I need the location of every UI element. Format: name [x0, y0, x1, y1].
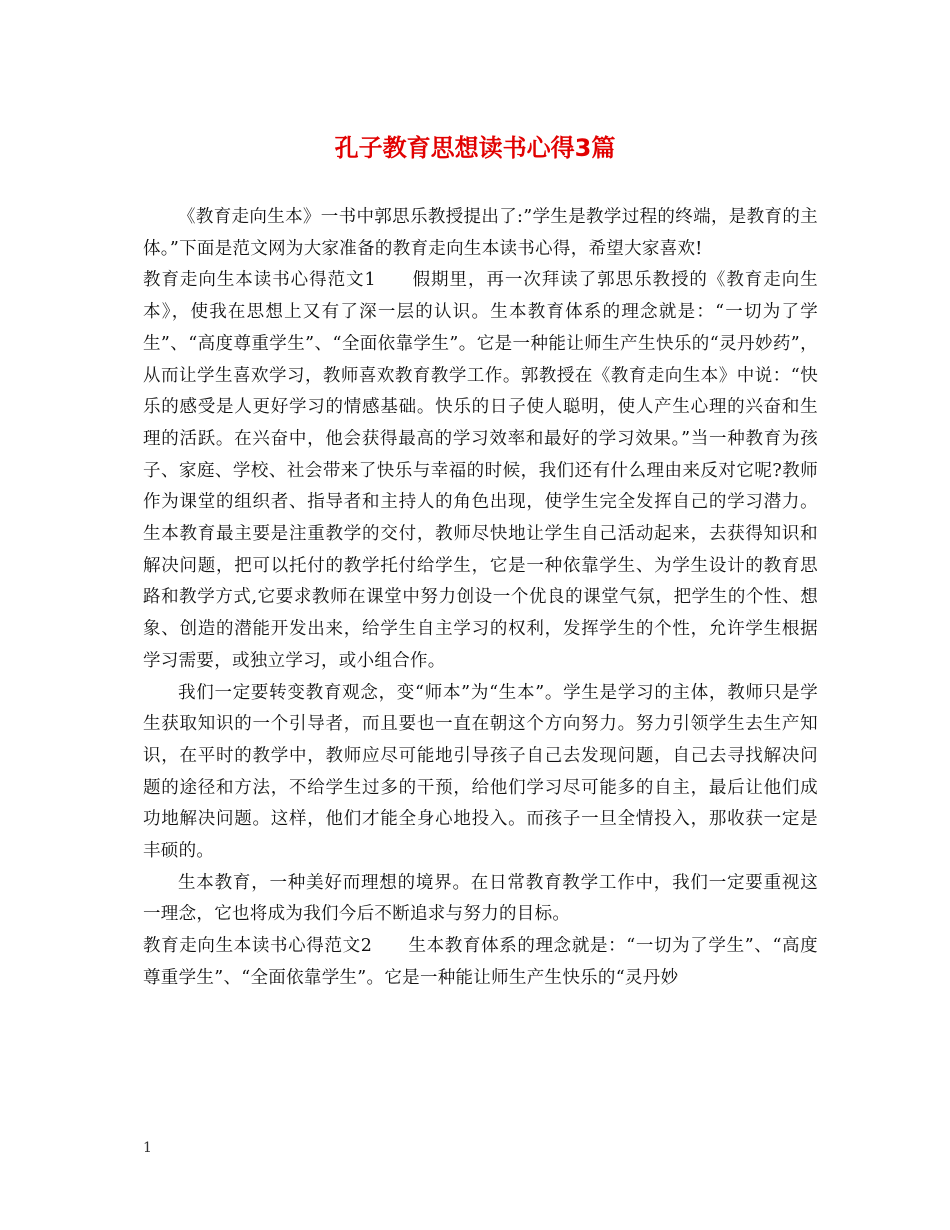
page-number: 1: [143, 1140, 152, 1156]
document-body: [143, 202, 818, 995]
essay-2-heading: 教育走向生本读书心得范文2: [143, 936, 373, 957]
essay-1-paragraph: [143, 265, 818, 677]
document-title: 孔子教育思想读书心得3篇: [334, 134, 616, 162]
body-paragraph: [143, 678, 818, 868]
body-paragraph: [143, 868, 818, 931]
paragraph-text: 生本教育体系的理念就是：“一切为了学生”、“高度尊重学生”、“全面依靠学生”。它是一种能让师生产生快乐的“灵丹妙: [143, 936, 818, 988]
intro-paragraph: [143, 202, 818, 265]
essay-1-heading: 教育走向生本读书心得范文1: [143, 270, 376, 291]
paragraph-text: 假期里，再一次拜读了郭思乐教授的《教育走向生本》，使我在思想上又有了深一层的认识。生本教育体系的理念就是：“一切为了学生”、“高度尊重学生”、“全面依靠学生”。它是一种能让师生产生快乐的“灵丹妙药”，从而让学生喜欢学习，教师喜欢教育教学工作。郭教授在《教育走向生本》中说：“快乐的感受是人更好学习的情感基础。快乐的日子使人聪明，使人产生心理的兴奋和生理的活跃。在兴奋中，他会获得最高的学习效率和最好的学习效果。”当一种教育为孩子、家庭、学校、社会带来了快乐与幸福的时候，我们还有什么理由来反对它呢?教师作为课堂的组织者、指导者和主持人的角色出现，使学生完全发挥自己的学习潜力。生本教育最主要是注重教学的交付，教师尽快地让学生自己活动起来，去获得知识和解决问题，把可以托付的教学托付给学生，它是一种依靠学生、为学生设计的教育思路和教学方式,它要求教师在课堂中努力创设一个优良的课堂气氛，把学生的个性、想象、创造的潜能开发出来，给学生自主学习的权利，发挥学生的个性，允许学生根据学习需要，或独立学习，或小组合作。: [143, 270, 818, 671]
essay-2-paragraph: [143, 931, 818, 994]
paragraph-text: 我们一定要转变教育观念，变“师本”为“生本”。学生是学习的主体，教师只是学生获取知识的一个引导者，而且要也一直在朝这个方向努力。努力引领学生去生产知识，在平时的教学中，教师应尽可能地引导孩子自己去发现问题，自己去寻找解决问题的途径和方法，不给学生过多的干预，给他们学习尽可能多的自主，最后让他们成功地解决问题。这样，他们才能全身心地投入。而孩子一旦全情投入，那收获一定是丰硕的。: [143, 682, 818, 862]
paragraph-text: 生本教育，一种美好而理想的境界。在日常教育教学工作中，我们一定要重视这一理念，它也将成为我们今后不断追求与努力的目标。: [143, 872, 818, 925]
paragraph-text: 《教育走向生本》一书中郭思乐教授提出了:”学生是教学过程的终端，是教育的主体。”下面是范文网为大家准备的教育走向生本读书心得，希望大家喜欢!: [143, 207, 818, 259]
